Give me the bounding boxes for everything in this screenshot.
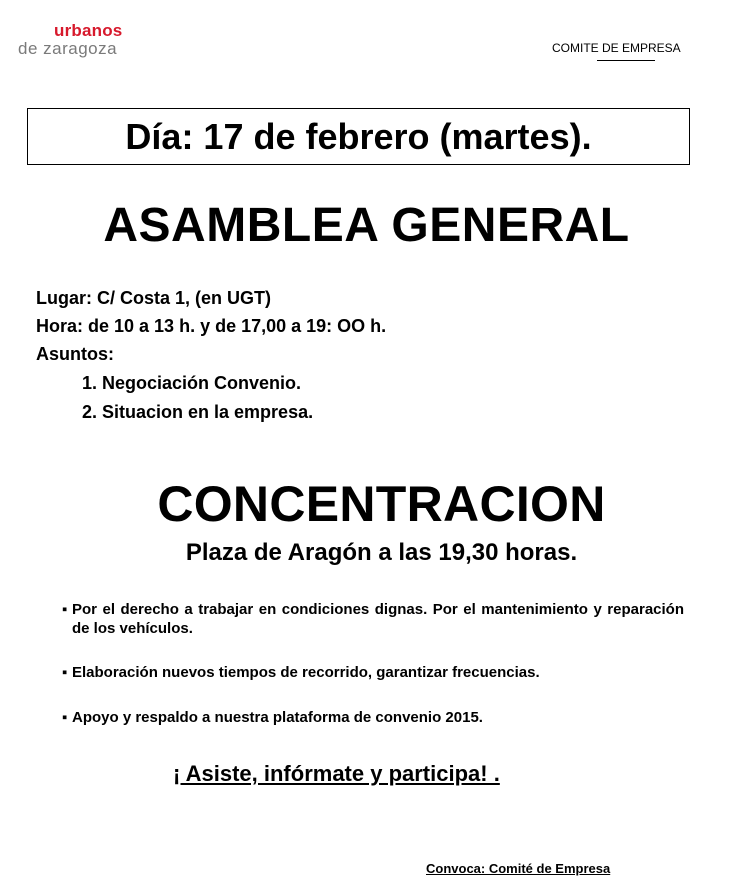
concentration-subtitle (0, 539, 733, 567)
bullet-item (62, 708, 684, 727)
call-to-action: ¡ Asiste, infórmate y participa! . (173, 761, 500, 786)
logo-line-de-zaragoza: de zaragoza (18, 39, 118, 58)
bullet-marker-icon: ▪ (62, 709, 68, 726)
bullet-marker-icon: ▪ (62, 601, 68, 618)
concentration-subtitle-text: Plaza de Aragón a las 19,30 horas. (185, 539, 578, 566)
header-committee-label: COMITE DE EMPRESA (552, 41, 681, 55)
bullet-marker-icon: ▪ (62, 664, 68, 681)
agenda-item: 1. Negociación Convenio. (82, 373, 302, 393)
agenda-item: 2. Situacion en la empresa. (82, 402, 314, 422)
header-underline (597, 60, 655, 61)
assembly-title: ASAMBLEA GENERAL (103, 199, 630, 252)
bullet-text: Por el derecho a trabajar en condiciones dignas. Por el mantenimiento y reparación de los vehículos. (72, 601, 684, 637)
agenda-list (82, 369, 313, 427)
place-line: Lugar: C/ Costa 1, (en UGT) (36, 288, 272, 308)
logo-line-urbanos: urbanos (54, 21, 123, 40)
topics-label: Asuntos: (36, 344, 114, 364)
urbanos-logo (18, 22, 122, 57)
date-text: Día: 17 de febrero (martes). (125, 115, 592, 157)
time-line: Hora: de 10 a 13 h. y de 17,00 a 19: OO h. (36, 316, 387, 336)
signature: Convoca: Comité de Empresa (426, 861, 611, 876)
bullet-text: Apoyo y respaldo a nuestra plataforma de convenio 2015. (72, 709, 483, 726)
date-box (27, 108, 690, 165)
bullet-item (62, 663, 684, 682)
bullet-text: Elaboración nuevos tiempos de recorrido, garantizar frecuencias. (72, 664, 540, 681)
concentration-title (0, 475, 733, 533)
assembly-info (36, 284, 386, 368)
bullet-item (62, 600, 684, 638)
concentration-title-text: CONCENTRACION (157, 476, 606, 532)
